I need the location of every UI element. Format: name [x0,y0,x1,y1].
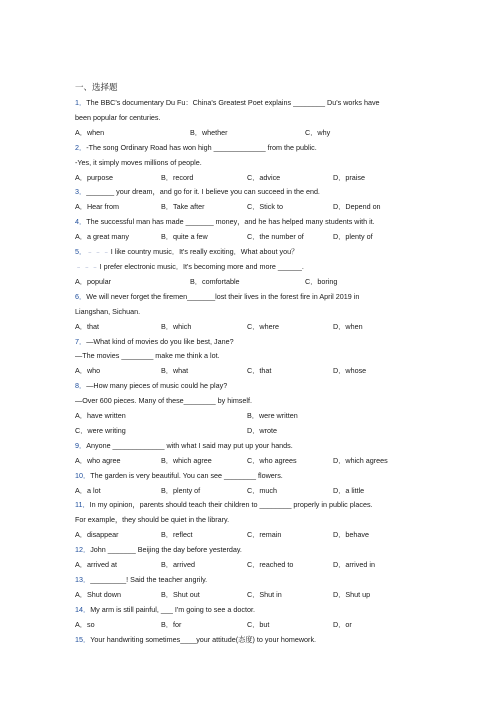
section-title: 一、选择题 [75,82,118,92]
question-10-options [75,484,420,499]
option-a[interactable]: A．disappear [75,530,119,540]
question-13 [75,573,420,588]
option-d[interactable]: D．Depend on [333,202,381,212]
option-d[interactable]: D．or [333,619,352,629]
question-3 [75,185,420,200]
question-6-continued: Liangshan, Sichuan. [75,306,141,316]
question-8-options-row-2 [75,424,420,439]
question-text: In my opinion，parents should teach their children to ________ properly in public places. [89,500,373,510]
option-c[interactable]: C．reached to [247,560,294,570]
option-a[interactable]: A．have written [75,411,126,421]
question-text: _______ your dream，and go for it. I believe you can succeed in the end. [86,187,320,197]
question-text: _________! Said the teacher angrily. [90,575,208,584]
option-b[interactable]: B．what [161,366,189,376]
option-c[interactable]: C．why [305,127,331,137]
question-number: 4． [75,217,87,227]
option-a[interactable]: A．arrived at [75,560,117,570]
question-text: The successful man has made _______ money，and he has helped many students with it. [86,217,375,227]
question-number: 13． [75,575,91,584]
question-number: 15． [75,634,91,644]
question-5-continued [75,260,420,275]
option-a[interactable]: A．popular [75,276,111,286]
question-text: Anyone _____________ with what I said may put up your hands. [86,440,293,450]
question-8-continued: —Over 600 pieces. Many of these________ by himself. [75,396,252,406]
question-text: The garden is very beautiful. You can see ________ flowers. [90,470,283,480]
option-b[interactable]: B．reflect [161,530,193,540]
question-14-options [75,618,420,633]
option-a[interactable]: A．a great many [75,232,129,242]
question-5 [75,245,420,260]
option-b[interactable]: B．comfortable [190,276,240,286]
question-15 [75,633,420,648]
question-number: 6． [75,291,87,301]
option-c[interactable]: C．Stick to [247,202,283,212]
question-number: 5． [75,247,87,257]
question-1-continued: been popular for centuries. [75,112,161,122]
question-text: —What kind of movies do you like best, Jane? [86,336,234,346]
question-9 [75,439,420,454]
question-11 [75,498,420,513]
option-c[interactable]: C．advice [247,172,281,182]
question-7-options [75,364,420,379]
question-number: 12． [75,545,91,555]
option-c[interactable]: C．much [247,485,277,495]
option-d[interactable]: D．a little [333,485,365,495]
option-d[interactable]: D．whose [333,366,367,376]
option-b[interactable]: B．Shut out [161,589,200,599]
question-8-options-row-1 [75,409,420,424]
question-text: Your handwriting sometimes____your attitude(态度) to your homework. [90,634,317,644]
option-a[interactable]: A．so [75,619,95,629]
dash-mark: ﹣﹣﹣ [75,261,100,271]
option-c[interactable]: C．boring [305,276,338,286]
option-a[interactable]: A．a lot [75,485,101,495]
question-number: 1． [75,98,87,107]
option-a[interactable]: A．who [75,366,101,376]
option-b[interactable]: B．Take after [161,202,205,212]
question-2 [75,141,420,156]
option-d[interactable]: D．which agrees [333,455,388,465]
question-9-options [75,454,420,469]
question-text: —How many pieces of music could he play? [86,381,228,391]
question-text: I prefer electronic music．It's becoming more and more ______. [99,261,304,271]
question-4-options [75,230,420,245]
option-a[interactable]: A．Hear from [75,202,119,212]
option-b[interactable]: B．plenty of [161,485,201,495]
question-8 [75,379,420,394]
question-7-continued: —The movies ________ make me think a lot. [75,351,220,361]
question-text: -The song Ordinary Road has won high _____________ from the public. [86,142,317,152]
option-d[interactable]: D．Shut up [333,589,371,599]
question-1 [75,96,420,111]
option-a[interactable]: A．when [75,127,105,137]
option-b[interactable]: B．record [161,172,194,182]
question-number: 14． [75,604,91,614]
option-c[interactable]: C．where [247,321,279,331]
question-number: 10． [75,470,91,480]
dash-mark: ﹣﹣﹣ [86,247,111,257]
question-text: I like country music．It's really exciting．What about you？ [110,247,299,257]
option-b[interactable]: B．arrived [161,560,195,570]
option-b[interactable]: B．which [161,321,192,331]
option-a[interactable]: A．Shut down [75,589,121,599]
question-number: 9． [75,440,87,450]
option-d[interactable]: D．praise [333,172,365,182]
question-12-options [75,558,420,573]
option-d[interactable]: D．arrived in [333,560,375,570]
option-a[interactable]: A．that [75,321,99,331]
question-10 [75,469,420,484]
option-b[interactable]: B．quite a few [161,232,208,242]
question-number: 3． [75,187,87,197]
question-6-options [75,320,420,335]
question-1-options [75,126,420,141]
question-number: 8． [75,381,87,391]
question-13-options [75,588,420,603]
question-4 [75,215,420,230]
option-b[interactable]: B．which agree [161,455,212,465]
question-2-options [75,171,420,186]
option-a[interactable]: A．who agree [75,455,121,465]
question-number: 7． [75,336,87,346]
option-c[interactable]: C．were writing [75,425,126,435]
question-number: 2． [75,142,87,152]
option-d[interactable]: D．behave [333,530,369,540]
option-c[interactable]: C．remain [247,530,282,540]
question-7 [75,335,420,350]
option-d[interactable]: D．when [333,321,363,331]
question-12 [75,543,420,558]
option-b[interactable]: B．were written [247,411,298,421]
question-text: The BBC's documentary Du Fu：China's Greatest Poet explains ________ Du's works have [86,98,380,107]
option-c[interactable]: C．but [247,619,270,629]
option-b[interactable]: B．whether [190,127,228,137]
question-2-continued: -Yes, it simply moves millions of people. [75,157,202,167]
question-6 [75,290,420,305]
question-list [75,82,420,648]
question-14 [75,603,420,618]
question-text: My arm is still painful, ___ I'm going to see a doctor. [90,604,255,614]
option-c[interactable]: C．the number of [247,232,304,242]
option-a[interactable]: A．purpose [75,172,113,182]
option-c[interactable]: C．Shut in [247,589,282,599]
question-11-continued: For example，they should be quiet in the library. [75,515,230,525]
option-d[interactable]: D．wrote [247,425,277,435]
option-c[interactable]: C．who agrees [247,455,297,465]
question-text: John _______ Beijing the day before yesterday. [90,545,242,555]
option-c[interactable]: C．that [247,366,272,376]
question-11-options [75,528,420,543]
option-d[interactable]: D．plenty of [333,232,373,242]
question-3-options [75,200,420,215]
question-text: We will never forget the firemen_______lost their lives in the forest fire in April 2019 in [86,291,360,301]
question-5-options [75,275,420,290]
option-b[interactable]: B．for [161,619,182,629]
question-number: 11． [75,500,90,510]
